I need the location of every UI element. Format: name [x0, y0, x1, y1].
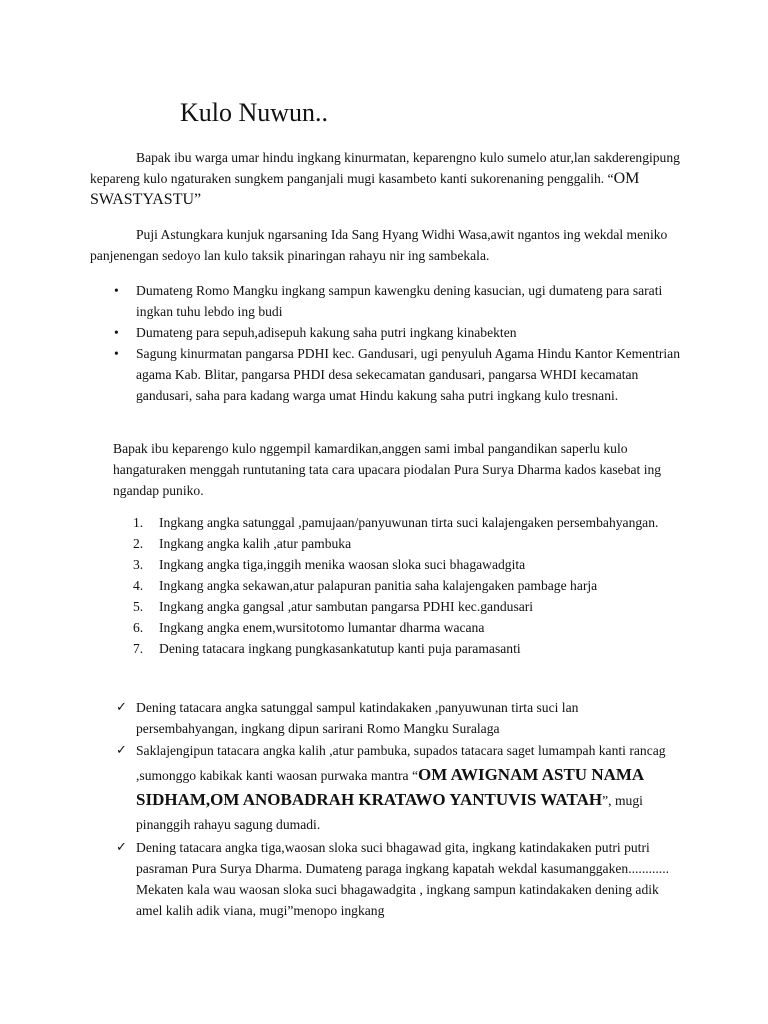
list-item-text: Dening tatacara angka tiga,waosan sloka suci bhagawad gita, ingkang katindakaken putri putri pasraman Pura Surya Dharma. Dumateng paraga ingkang kapatah wekdal kasumanggaken............ Mekaten kala wau waosan sloka suci bhagawadgita , ingkang sampun katindakaken dening adik amel kalih adik viana, mugi”menopo ingkang — [136, 840, 670, 918]
bullet-icon: • — [114, 325, 119, 340]
page-title: Kulo Nuwun.. — [180, 98, 329, 127]
list-item — [113, 638, 673, 659]
list-item-text: Ingkang angka satunggal ,pamujaan/panyuwunan tirta suci kalajengaken persembahyangan. — [159, 515, 659, 530]
praise-paragraph: Puji Astungkara kunjuk ngarsaning Ida Sang Hyang Widhi Wasa,awit ngantos ing wekdal meniko panjenengan sedoyo lan kulo taksik pinaringan rahayu nir ing sambekala. — [90, 227, 668, 263]
list-item — [90, 322, 680, 343]
address-bullet-list — [90, 280, 680, 406]
list-number: 5. — [133, 599, 144, 614]
greeting-emphasis: OM SWASTYASTU — [90, 170, 640, 208]
greeting-paragraph — [90, 147, 680, 210]
agenda-intro-paragraph: Bapak ibu keparengo kulo nggempil kamardikan,anggen sami imbal pangandikan saperlu kulo hangaturaken menggah runtutaning tata cara upacara piodalan Pura Surya Dharma kados kasebat ing ngandap puniko. — [113, 441, 662, 498]
list-item-text: Sagung kinurmatan pangarsa PDHI kec. Gandusari, ugi penyuluh Agama Hindu Kantor Kementrian agama Kab. Blitar, pangarsa PHDI desa sekecamatan gandusari, pangarsa WHDI kecamatan gandusari, saha para kadang warga umat Hindu kakung saha putri ingkang kulo tresnani. — [136, 346, 680, 403]
greeting-text: Bapak ibu warga umar hindu ingkang kinurmatan, keparengno kulo sumelo atur,lan sakderengipung kepareng kulo ngaturaken sungkem panganjali mugi kasambeto kanti sukorenaning penggalih. “ — [90, 150, 680, 186]
list-item-text: Ingkang angka gangsal ,atur sambutan pangarsa PDHI kec.gandusari — [159, 599, 534, 614]
list-item — [90, 697, 680, 739]
checkmark-icon: ✓ — [116, 700, 127, 715]
list-number: 2. — [133, 536, 144, 551]
list-item-text-tail: ”, mugi pinanggih rahayu sagung dumadi. — [136, 793, 643, 832]
agenda-numbered-list — [113, 512, 673, 659]
list-number: 3. — [133, 557, 144, 572]
list-item — [113, 554, 673, 575]
list-item — [90, 343, 680, 406]
list-item — [90, 837, 680, 921]
list-item — [113, 617, 673, 638]
list-item — [113, 533, 673, 554]
bullet-icon: • — [114, 346, 119, 361]
list-item-text: Dening tatacara ingkang pungkasankatutup kanti puja paramasanti — [159, 641, 521, 656]
list-item — [90, 280, 680, 322]
procedure-check-list — [90, 697, 680, 921]
checkmark-icon: ✓ — [116, 743, 127, 758]
list-item — [90, 739, 680, 837]
mantra-text: OM AWIGNAM ASTU NAMA SIDHAM,OM ANOBADRAH KRATAWO YANTUVIS WATAH — [136, 765, 644, 809]
list-number: 4. — [133, 578, 144, 593]
checkmark-icon: ✓ — [116, 840, 127, 855]
bullet-icon: • — [114, 283, 119, 298]
list-item-text: Ingkang angka kalih ,atur pambuka — [159, 536, 352, 551]
list-item-text: Dumateng para sepuh,adisepuh kakung saha putri ingkang kinabekten — [136, 325, 517, 340]
list-item-text: Ingkang angka sekawan,atur palapuran panitia saha kalajengaken pambage harja — [159, 578, 598, 593]
list-item-text: Dumateng Romo Mangku ingkang sampun kawengku dening kasucian, ugi dumateng para sarati ingkan tuhu lebdo ing budi — [136, 283, 663, 319]
list-number: 7. — [133, 641, 144, 656]
greeting-close-quote: ” — [194, 191, 202, 208]
list-item-text: Ingkang angka tiga,inggih menika waosan sloka suci bhagawadgita — [159, 557, 526, 572]
list-item-text: Ingkang angka enem,wursitotomo lumantar dharma wacana — [159, 620, 485, 635]
list-item — [113, 512, 673, 533]
list-item — [113, 575, 673, 596]
list-item — [113, 596, 673, 617]
list-number: 1. — [133, 515, 144, 530]
list-number: 6. — [133, 620, 144, 635]
list-item-text: Dening tatacara angka satunggal sampul katindakaken ,panyuwunan tirta suci lan persembahyangan, ingkang dipun sarirani Romo Mangku Suralaga — [136, 700, 579, 736]
list-item-text: Saklajengipun tatacara angka kalih ,atur pambuka, supados tatacara saget lumampah kanti rancag ,sumonggo kabikak kanti waosan purwaka mantra “ — [136, 743, 666, 783]
